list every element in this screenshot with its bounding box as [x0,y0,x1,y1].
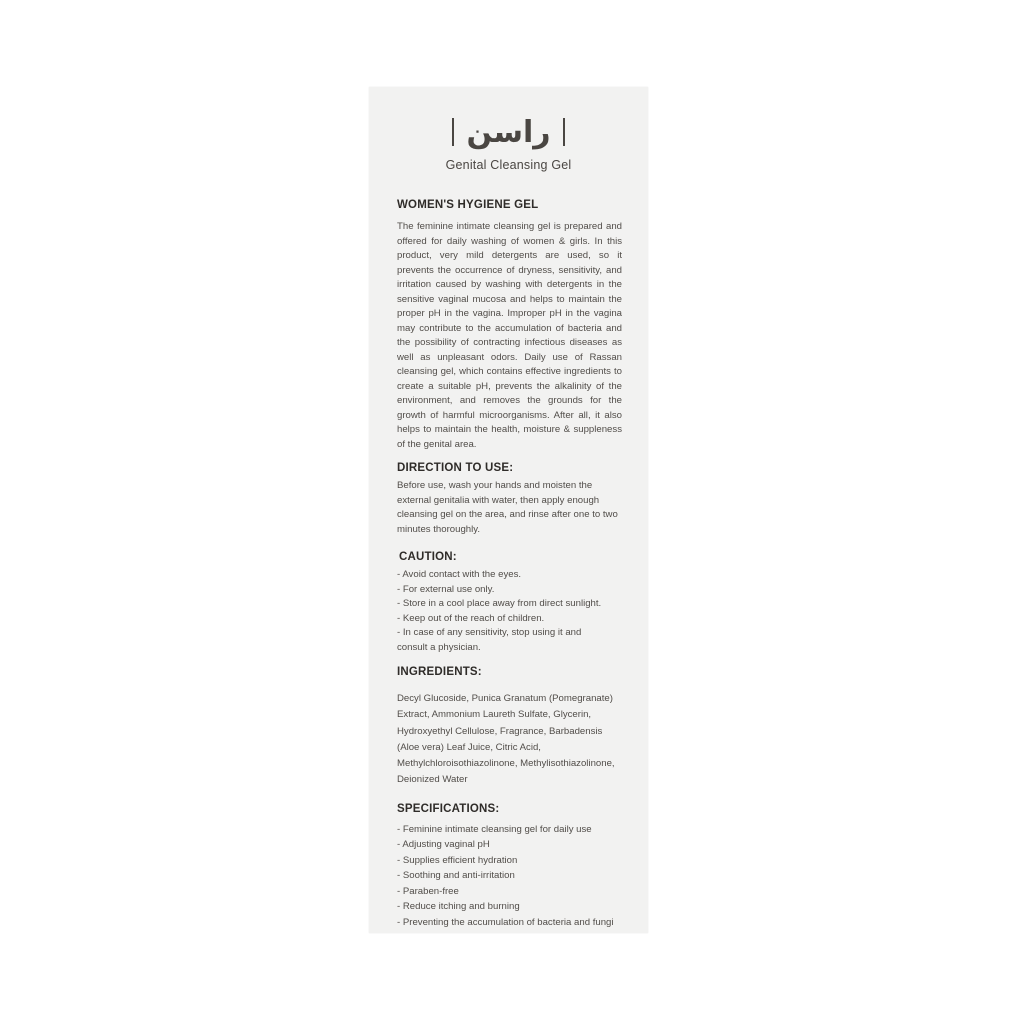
list-item: - Preventing the accumulation of bacteria and fungi [397,916,614,928]
specifications-list [397,822,622,931]
section-direction [397,462,648,537]
product-subtitle: Genital Cleansing Gel [445,158,572,172]
hygiene-body: The feminine intimate cleansing gel is prepared and offered for daily washing of women & girls. In this product, very mild detergents are used, so it prevents the occurrence of dryness, sensitivity, and irritation caused by washing with detergents in the sensitive vaginal mucosa and helps to maintain the proper pH in the vagina. Improper pH in the vagina may contribute to the accumulation of bacteria and the possibility of contracting infectious diseases as well as unpleasant odors. Daily use of Rassan cleansing gel, which contains effective ingredients to create a suitable pH, prevents the alkalinity of the environment, and removes the grounds for the growth of harmful microorganisms. After all, it also helps to maintain the health, moisture & suppleness of the genital area. [397,221,622,450]
product-leaflet [369,87,648,933]
list-item: - Keep out of the reach of children. [397,612,545,624]
caution-heading: CAUTION: [399,551,457,563]
ingredients-heading: INGREDIENTS: [397,666,482,678]
list-item: - Feminine intimate cleansing gel for daily use [397,823,592,835]
brand-logo: راسن [466,114,551,150]
specifications-heading: SPECIFICATIONS: [397,802,500,815]
direction-heading: DIRECTION TO USE: [397,462,514,474]
hygiene-heading: WOMEN'S HYGIENE GEL [397,199,539,211]
list-item: - Avoid contact with the eyes. [397,569,522,580]
list-item: - In case of any sensitivity, stop using it and consult a physician. [397,627,582,653]
list-item: - For external use only. [397,583,495,595]
list-item: - Reduce itching and burning [397,901,520,913]
direction-body: Before use, wash your hands and moisten the external genitalia with water, then apply enough cleansing gel on the area, and rinse after one to two minutes thoroughly. [397,480,618,535]
brand-header [369,112,648,152]
section-ingredients [397,666,648,789]
caution-list [397,568,612,655]
section-caution [397,551,648,655]
list-item: - Soothing and anti-irritation [397,870,515,882]
list-item: - Supplies efficient hydration [397,854,518,866]
divider-bar-left [452,118,454,146]
divider-bar-right [563,118,565,146]
list-item: - Store in a cool place away from direct sunlight. [397,598,602,609]
section-hygiene [397,199,648,452]
list-item: - Adjusting vaginal pH [397,839,490,851]
section-specifications [397,803,648,931]
list-item: - Paraben-free [397,885,459,897]
ingredients-body: Decyl Glucoside, Punica Granatum (Pomegranate) Extract, Ammonium Laureth Sulfate, Glycerin, Hydroxyethyl Cellulose, Fragrance, Barbadensis (Aloe vera) Leaf Juice, Citric Acid, Methylchloroisothiazolinone, Methylisothiazolinone, Deionized Water [397,693,615,786]
